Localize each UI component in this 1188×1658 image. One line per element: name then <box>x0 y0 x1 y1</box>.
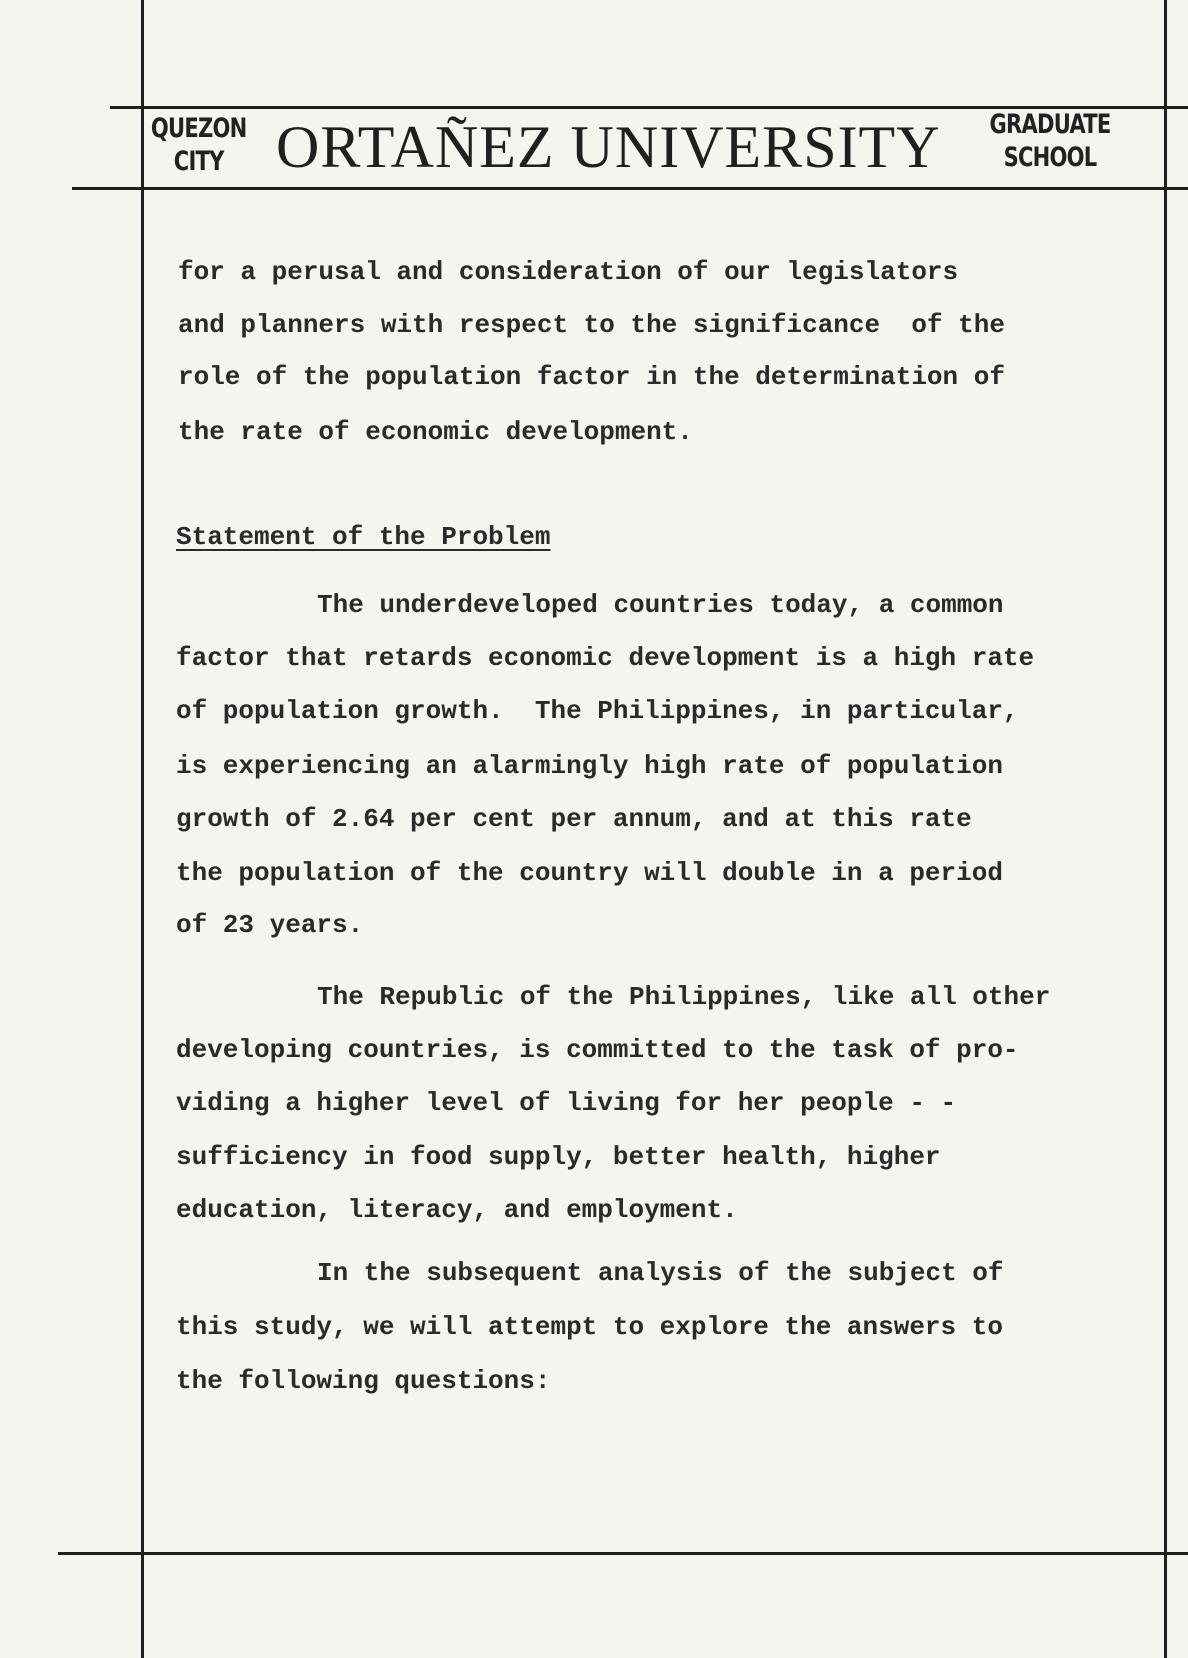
letterhead-city-line2: CITY <box>173 146 224 177</box>
text-line: sufficiency in food supply, better health, higher <box>176 1142 941 1172</box>
text-line: The Republic of the Philippines, like all other <box>317 982 1051 1012</box>
text-line: of population growth. The Philippines, in particular, <box>176 696 1019 726</box>
text-line: the following questions: <box>176 1366 551 1396</box>
text-line: factor that retards economic development is a high rate <box>176 643 1035 673</box>
section-heading: Statement of the Problem <box>176 522 551 552</box>
text-line: The underdeveloped countries today, a common <box>317 590 1004 620</box>
letterhead-university-name: ORTAÑEZ UNIVERSITY <box>276 114 941 180</box>
text-line: In the subsequent analysis of the subject of <box>317 1258 1004 1288</box>
text-line: this study, we will attempt to explore the answers to <box>176 1312 1003 1342</box>
text-line: developing countries, is committed to the task of pro- <box>176 1035 1019 1065</box>
text-line: for a perusal and consideration of our legislators <box>178 257 959 287</box>
text-line: of 23 years. <box>176 910 364 940</box>
text-line: and planners with respect to the significance of the <box>178 310 1005 340</box>
text-line: is experiencing an alarmingly high rate of population <box>176 751 1003 781</box>
text-line: the rate of economic development. <box>178 417 693 447</box>
text-line: role of the population factor in the determination of <box>178 362 1005 392</box>
letterhead-city-line1: QUEZON <box>150 113 247 144</box>
text-line: growth of 2.64 per cent per annum, and at this rate <box>176 804 972 834</box>
text-line: the population of the country will double in a period <box>176 858 1003 888</box>
letterhead-school-line1: GRADUATE <box>989 109 1111 140</box>
text-line: education, literacy, and employment. <box>176 1195 738 1225</box>
letterhead-school-line2: SCHOOL <box>1003 142 1097 173</box>
text-line: viding a higher level of living for her people - - <box>176 1088 957 1118</box>
